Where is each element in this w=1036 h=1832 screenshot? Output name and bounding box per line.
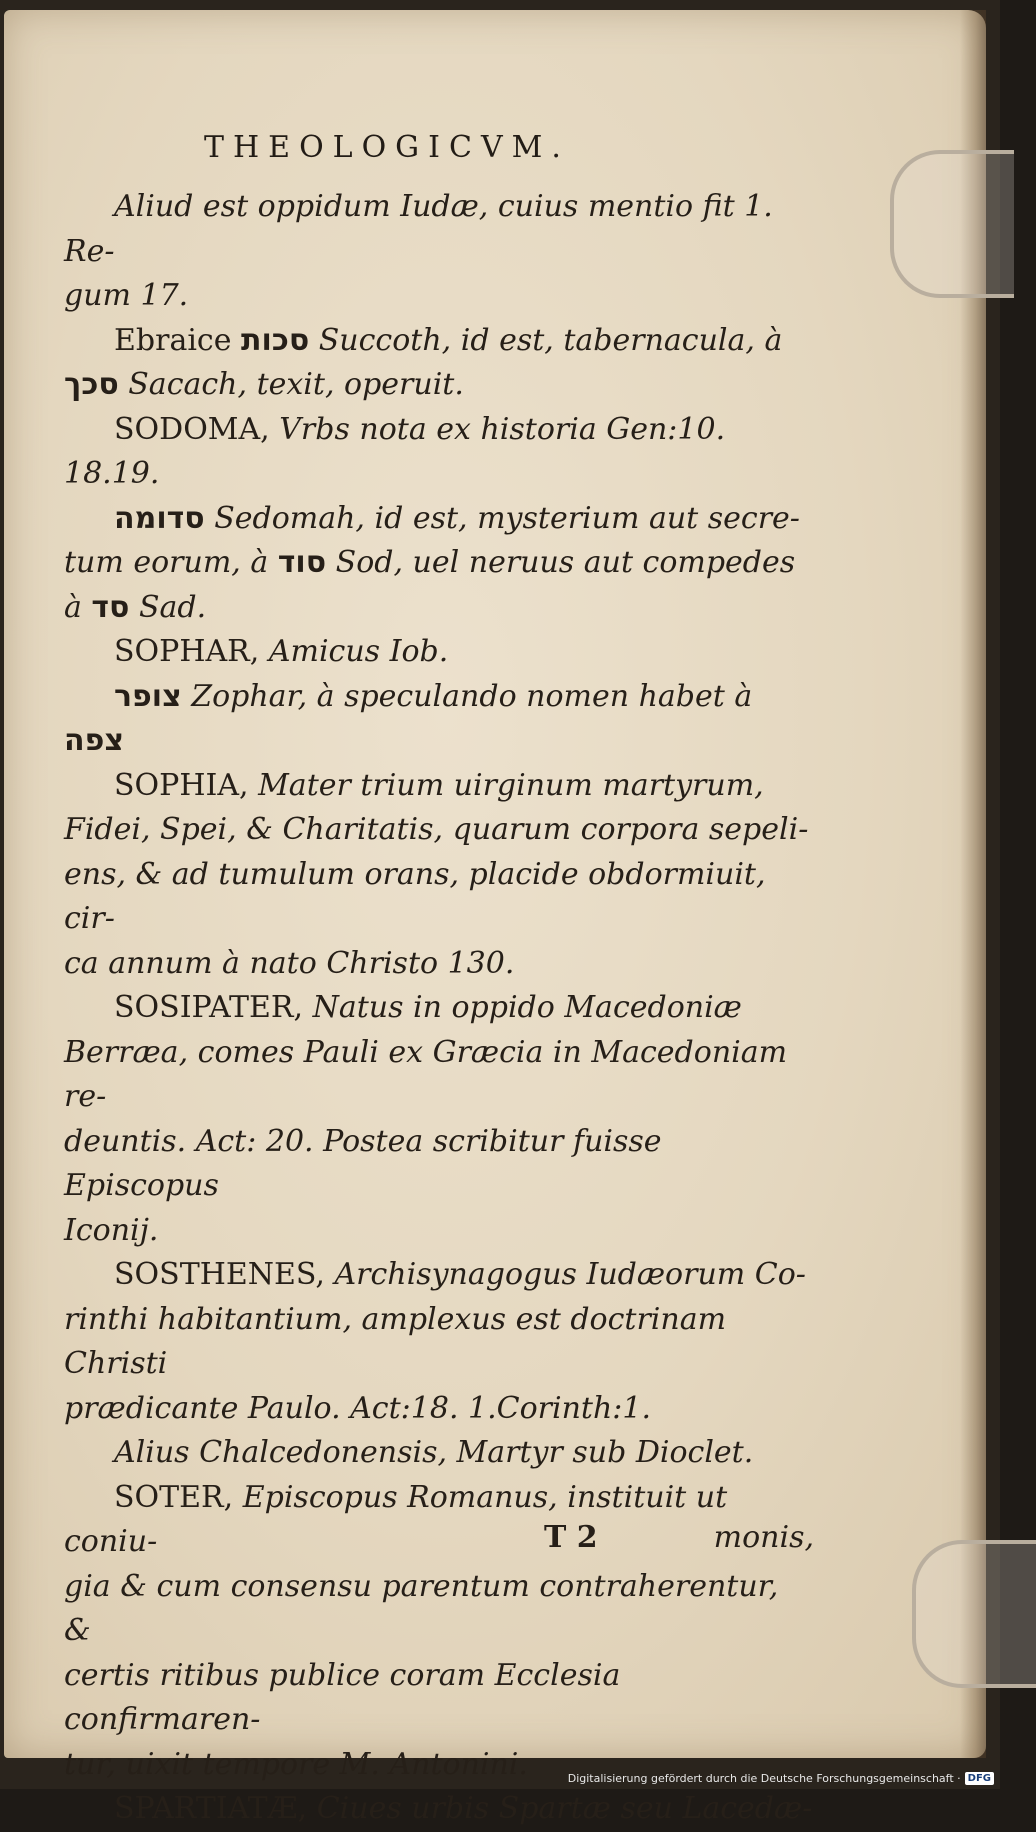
text-run: Succoth, id est, tabernacula, à xyxy=(309,322,783,358)
text-run: Episcopus Romanus, instituit ut coniu- xyxy=(64,1479,728,1559)
credit-text: Digitalisierung gefördert durch die Deutsche Forschungsgemeinschaft · xyxy=(567,1772,961,1785)
text-run: gia & cum consensu parentum contraherentur, & xyxy=(64,1568,779,1648)
text-line xyxy=(64,1031,814,1120)
text-run: tur, uixit tempore M. Antonini. xyxy=(64,1746,528,1782)
text-run: Archisynagogus Iudæorum Co- xyxy=(334,1257,806,1292)
text-line xyxy=(64,363,814,408)
text-run: deuntis. Act: 20. Postea scribitur fuisse Episcopus xyxy=(64,1123,662,1203)
text-run: ca annum à nato Christo 130. xyxy=(64,945,515,981)
page-footer xyxy=(64,1520,814,1564)
text-line xyxy=(64,1654,814,1743)
text-run: Aliud est oppidum Iudæ, cuius mentio fit 1. Re- xyxy=(64,189,773,269)
text-run: Mater trium uirginum martyrum, xyxy=(258,767,764,803)
text-line xyxy=(64,586,814,631)
text-line xyxy=(64,719,814,764)
text-line xyxy=(64,942,814,987)
text-line xyxy=(64,541,814,586)
text-line xyxy=(64,274,814,319)
text-run: Berræa, comes Pauli ex Græcia in Macedoniam re- xyxy=(64,1034,788,1114)
hebrew-word: צופר xyxy=(114,678,182,714)
text-line xyxy=(64,675,814,720)
hebrew-word: סד xyxy=(91,589,130,625)
text-line xyxy=(64,1387,814,1432)
text-line xyxy=(64,764,814,809)
text-run: Sedomah, id est, mysterium aut secre- xyxy=(204,500,800,536)
text-run: SOSTHENES, xyxy=(114,1257,335,1292)
hebrew-word: סכות xyxy=(241,322,310,358)
text-line xyxy=(64,853,814,942)
digitization-credit xyxy=(568,1772,994,1785)
text-run: SPARTIATÆ, xyxy=(114,1791,317,1826)
text-run: gum 17. xyxy=(64,278,189,313)
text-line xyxy=(64,1298,814,1387)
text-run: Alius Chalcedonensis, Martyr sub Dioclet. xyxy=(114,1435,754,1470)
text-run: Ebraice xyxy=(114,322,242,358)
text-run: SOSIPATER, xyxy=(114,990,313,1025)
text-run: Sad. xyxy=(129,589,207,625)
text-line xyxy=(64,1431,814,1476)
hebrew-word: סכך xyxy=(64,367,119,402)
text-line xyxy=(64,986,814,1031)
text-run: Vrbs nota ex historia Gen:10. 18.19. xyxy=(64,411,726,491)
text-run: Natus in oppido Macedoniæ xyxy=(312,990,742,1025)
text-run: prædicante Paulo. Act:18. 1.Corinth:1. xyxy=(64,1390,652,1426)
hebrew-word: סוד xyxy=(277,545,327,580)
text-run: SODOMA, xyxy=(114,411,280,447)
text-line xyxy=(64,497,814,542)
text-line xyxy=(64,408,814,497)
page-clip-bottom xyxy=(912,1540,1036,1688)
hebrew-word: סדומה xyxy=(114,500,205,536)
text-run: Amicus Iob. xyxy=(268,634,449,669)
text-run: tum eorum, à xyxy=(64,545,278,580)
hebrew-word: צפה xyxy=(64,723,124,758)
text-line xyxy=(64,808,814,853)
text-line xyxy=(64,1209,814,1254)
text-run: Ciues urbis Spartæ seu Lacedæ- xyxy=(316,1791,813,1826)
catchword: monis, xyxy=(713,1520,814,1555)
text-line xyxy=(64,630,814,675)
text-line xyxy=(64,319,814,364)
text-line xyxy=(64,1120,814,1209)
text-run: Sacach, texit, operuit. xyxy=(118,367,464,402)
text-line xyxy=(64,1565,814,1654)
page-clip-top xyxy=(890,150,1014,298)
text-run: certis ritibus publice coram Ecclesia confirmaren- xyxy=(64,1657,621,1737)
text-run: Iconij. xyxy=(64,1212,159,1248)
text-run: ens, & ad tumulum orans, placide obdormiuit, cir- xyxy=(64,856,766,936)
signature-mark: T 2 xyxy=(544,1520,598,1555)
text-run: à xyxy=(64,589,92,625)
text-run: SOPHIA, xyxy=(114,767,259,803)
text-run: Sod, uel neruus aut compedes xyxy=(326,545,796,580)
text-run: SOPHAR, xyxy=(114,634,269,669)
text-block xyxy=(64,185,814,1832)
text-line xyxy=(64,185,814,274)
text-line xyxy=(64,1253,814,1298)
text-run: SOTER, xyxy=(114,1479,243,1515)
text-line xyxy=(64,1787,814,1832)
text-run: rinthi habitantium, amplexus est doctrinam Christi xyxy=(64,1301,727,1381)
running-head: THEOLOGICVM. xyxy=(204,130,570,165)
text-run: Zophar, à speculando nomen habet à xyxy=(181,678,753,714)
dfg-logo: DFG xyxy=(965,1772,994,1785)
text-run: Fidei, Spei, & Charitatis, quarum corpora sepeli- xyxy=(64,812,809,847)
